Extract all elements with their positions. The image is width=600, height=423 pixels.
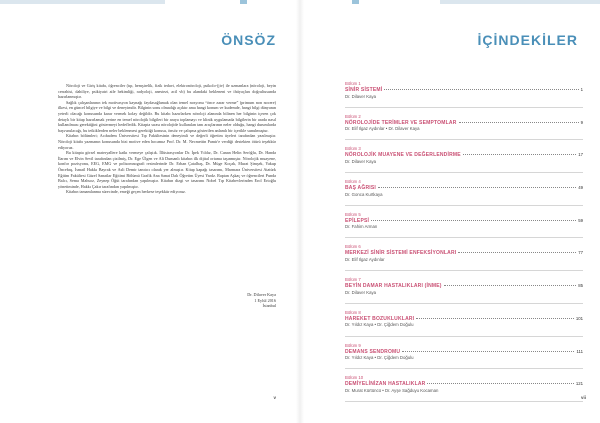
toc-chapter-title: NÖROLOJİK MUAYENE VE DEĞERLENDİRME bbox=[345, 152, 461, 159]
toc-chapter-title: BEYİN DAMAR HASTALIKLARI (İNME) bbox=[345, 283, 442, 290]
toc-leader-dots bbox=[459, 122, 579, 123]
toc-page-number: 121 bbox=[575, 381, 583, 387]
toc-page-number: 49 bbox=[578, 185, 583, 191]
foreword-paragraph: Nöroloji ve Giriş kitabı, öğrenciler (tıp, hemşirelik, fizik tedavi, elektronöroloji, psikolo-(jiv) ile uzmanlara (nöroloji, beyin cerrahisi, dahiliye, psikiyatri aile hekimliği, radyoloji, anestezi, acil vb) bu alandaki bekleneni ve ihtiyaçları doğrultusunda hazırlanmıştır. bbox=[58, 83, 276, 100]
toc-divider bbox=[345, 303, 583, 304]
toc-entry[interactable] bbox=[345, 277, 583, 310]
page-number: vii bbox=[580, 395, 586, 400]
toc-entry[interactable] bbox=[345, 146, 583, 179]
toc-entry[interactable] bbox=[345, 179, 583, 212]
toc-entry[interactable] bbox=[345, 81, 583, 114]
toc-section-label: Bölüm 2 bbox=[345, 113, 361, 119]
header-tab bbox=[352, 0, 359, 4]
toc-section-label: Bölüm 4 bbox=[345, 179, 361, 185]
toc-entry[interactable] bbox=[345, 375, 583, 408]
toc-page-number: 59 bbox=[578, 217, 583, 223]
foreword-paragraph: Kitabın bölümleri; Acıbadem Üniversitesi Tıp Fakültesinin deneyimli ve değerli öğretim üyeleri tarafından yazılmıştır. Nöroloji kitabı yazmanın konusunda bizi motive eden hocamız Prof. Dr. M. Necmettin Pamir'e verdiği destekten ötürü teşekkür ediyoruz. bbox=[58, 133, 276, 150]
toc-divider bbox=[345, 270, 583, 271]
toc-chapter-title: BAŞ AĞRISI bbox=[345, 185, 376, 192]
toc-authors: Dr. Dilaver Kaya bbox=[345, 93, 377, 99]
toc-chapter-title: DEMİYELİNİZAN HASTALIKLAR bbox=[345, 381, 426, 388]
book-gutter bbox=[296, 0, 304, 423]
toc-page-number: 1 bbox=[580, 87, 583, 92]
toc-section-label: Bölüm 9 bbox=[345, 342, 361, 348]
toc-entry[interactable] bbox=[345, 244, 583, 277]
signature-date: 1 Eylül 2016 bbox=[254, 297, 276, 303]
toc-leader-dots bbox=[463, 154, 576, 155]
toc-authors: Dr. Murat Kürtüncü • Dr. Ayşe Sağduyu Kocaman bbox=[345, 387, 439, 393]
table-of-contents bbox=[345, 81, 583, 408]
toc-divider bbox=[345, 107, 583, 108]
toc-divider bbox=[345, 336, 583, 337]
toc-divider bbox=[345, 172, 583, 173]
toc-page-number: 101 bbox=[575, 315, 583, 321]
toc-leader-dots bbox=[416, 318, 574, 319]
toc-authors: Dr. Fahim Arman bbox=[345, 224, 378, 230]
toc-page-number: 9 bbox=[580, 119, 583, 125]
toc-page-number: 77 bbox=[578, 250, 583, 256]
toc-section-label: Bölüm 7 bbox=[345, 277, 361, 283]
toc-authors: Dr. Yıldız Kaya • Dr. Çiğdem Doğulu bbox=[345, 322, 414, 328]
toc-divider bbox=[345, 205, 583, 206]
toc-authors: Dr. Elif Ilgaz Aydınlar • Dr. Dilaver Kaya bbox=[345, 126, 420, 132]
toc-section-label: Bölüm 10 bbox=[345, 375, 364, 381]
toc-leader-dots bbox=[444, 285, 577, 286]
toc-section-label: Bölüm 3 bbox=[345, 146, 361, 152]
toc-leader-dots bbox=[371, 220, 576, 221]
toc-divider bbox=[345, 139, 583, 140]
toc-authors: Dr. Elif Ilgaz Aydınlar bbox=[345, 256, 385, 262]
header-tab bbox=[240, 0, 247, 4]
toc-section-label: Bölüm 1 bbox=[345, 81, 361, 86]
foreword-signature bbox=[180, 292, 276, 309]
toc-divider bbox=[345, 401, 583, 402]
toc-entry[interactable] bbox=[345, 212, 583, 245]
foreword-paragraph: Sağlık çalışanlarının tek motivasyon kaynağı faydasağlamak olan temel nosyonu “önce zarar verme” (primum non nocere) ilkesi, en güncel bilgiye ve bilgi ve deneyimdir. Bilginin sonu olmadığı açıktır ama hangi konum ve kudemde, hangi bilgi dünyanın yeterli olacağı konusunda karar vermek kolay değildir. Bu kitabı hazırlarken nöroloji alanında bilinen her bilginin içeren çok detaylı bir kitap hazırlamak yerine en temel nörolojik bilgileri bir araya toplamayı ve klinik uygulamada bilgilerin bir arada nasıl kullanılması gerektiğini göstermeyi hedefledik. Kitapta sırası nörolojide kullanılan tanı araçlarının neler olduğu, hangi durumlarda başvurulacağı, bu tetkiklerden neler beklenmesi gerektiği konusu, önsöz ve çalışma gösterilen anlamlı bir içerikle sunulmuştur. bbox=[58, 99, 276, 133]
header-band bbox=[0, 0, 165, 4]
toc-entry[interactable] bbox=[345, 310, 583, 343]
toc-leader-dots bbox=[378, 187, 576, 188]
toc-authors: Dr. Dilaver Kaya bbox=[345, 158, 377, 164]
toc-page-number: 17 bbox=[578, 152, 583, 158]
toc-divider bbox=[345, 368, 583, 369]
toc-page-number: 111 bbox=[576, 348, 583, 354]
toc-section-label: Bölüm 8 bbox=[345, 309, 361, 315]
toc-leader-dots bbox=[402, 351, 574, 352]
contents-heading: İÇİNDEKİLER bbox=[477, 32, 578, 48]
toc-chapter-title: HAREKET BOZUKLUKLARI bbox=[345, 315, 415, 322]
toc-authors: Dr. Gonca Kurtkaya bbox=[345, 191, 383, 197]
toc-entry[interactable] bbox=[345, 343, 583, 376]
toc-section-label: Bölüm 5 bbox=[345, 211, 361, 217]
toc-authors: Dr. Dilaver Kaya bbox=[345, 289, 377, 295]
toc-page-number: 85 bbox=[578, 283, 583, 289]
signature-place: İstanbul bbox=[262, 303, 276, 309]
toc-section-label: Bölüm 6 bbox=[345, 244, 361, 250]
toc-leader-dots bbox=[427, 383, 573, 384]
foreword-paragraph: Bu kitapta görsel materyallere katkı vermeye çalıştık. İllüstrasyonlar Dr. İpek Yıldız, Dr. Canan Helin Seröğlu, Dr. Handa İlarım ve Elvin Sevil tarafından çizilmiş, Dr. Ege Ülgen ve Ali Dumanlı kitabın ilk dijital ortama taşınmıştır. Nörolojik muayene, konfor pozisyonu, EEG, EMG ve polisomnografi resimlerinde Dr. Erhan Çatalbaş, Dr. Müge Koçak, Murat Şimşek, Yakup Öncebaş, İsmail Hakkı Bayrak ve Asli Demir tanıtıcı olarak yer almıştır. Kitap kapağı tasarımı, Marmara Üniversitesi Atatürk Eğitim Fakültesi Güzel Sanatlar Eğitimi Bölümü Grafik Ana Sanat Dalı Öğretim Üyesi Yardz. Raptan Aşkaç ve öğrencileri Punda Balcı, Sema Mahsoz, Zeynep Öğüt tarafından yapılmıştır. Kitabın dizgi ve tasarımı Nobel Tıp Kitabevlerinden Erol Ertoğlu yönetiminde, Hakkı Çakır tarafından yapılmıştır. bbox=[58, 150, 276, 189]
page-number: v bbox=[273, 395, 276, 400]
foreword-paragraph: Kitabın tamamlanma sürecinde, emeği geçen herkese teşekkür ediyoruz. bbox=[66, 189, 186, 195]
toc-chapter-title: NÖROLOJİDE TERİMLER VE SEMPTOMLAR bbox=[345, 119, 457, 126]
signature-name: Dr. Dilaver Kaya bbox=[247, 292, 276, 297]
foreword-text bbox=[58, 83, 276, 195]
contents-page bbox=[300, 0, 600, 423]
toc-authors: Dr. Yıldız Kaya • Dr. Çiğdem Doğulu bbox=[345, 355, 414, 360]
foreword-heading: ÖNSÖZ bbox=[221, 32, 276, 48]
toc-chapter-title: SİNİR SİSTEMİ bbox=[345, 87, 383, 93]
toc-leader-dots bbox=[458, 252, 576, 253]
header-band bbox=[440, 0, 600, 4]
toc-chapter-title: EPİLEPSİ bbox=[345, 217, 370, 224]
toc-divider bbox=[345, 237, 583, 238]
toc-chapter-title: MERKEZİ SİNİR SİSTEMİ ENFEKSİYONLARI bbox=[345, 250, 457, 257]
toc-leader-dots bbox=[384, 89, 578, 90]
toc-chapter-title: DEMANS SENDROMU bbox=[345, 348, 401, 355]
toc-entry[interactable] bbox=[345, 114, 583, 147]
